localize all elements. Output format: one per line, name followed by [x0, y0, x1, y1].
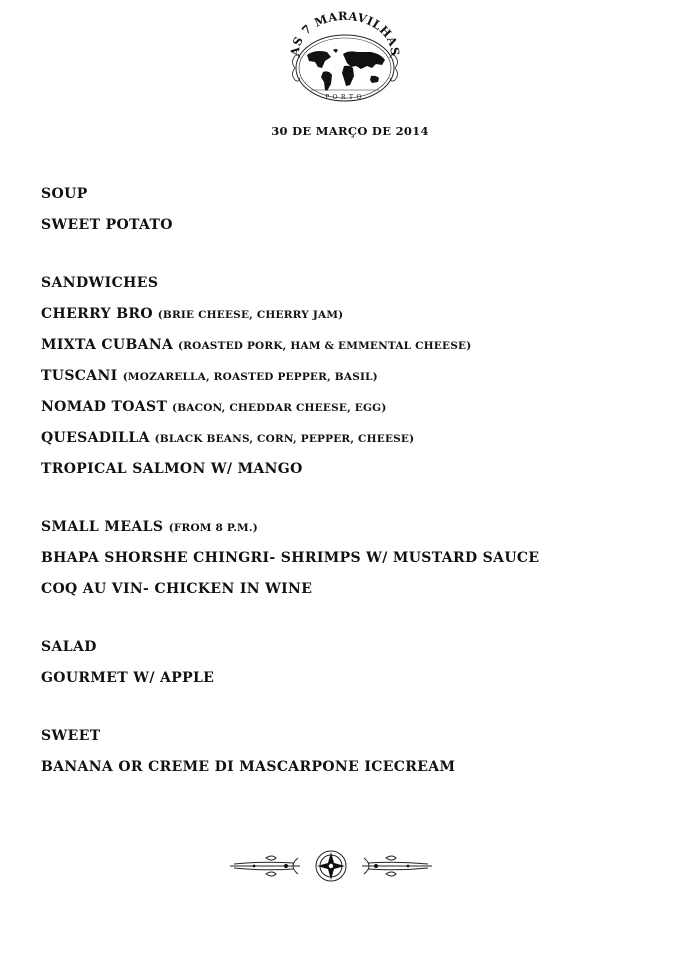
menu-item-name: BANANA OR CREME DI MASCARPONE ICECREAM	[41, 759, 456, 775]
menu-item-name: QUESADILLA	[41, 430, 150, 446]
section-heading	[41, 514, 681, 545]
menu-item-name: NOMAD TOAST	[41, 399, 168, 415]
section-title: SANDWICHES	[41, 275, 159, 291]
menu-item-description: (BLACK BEANS, CORN, PEPPER, CHEESE)	[154, 433, 415, 445]
section-title: SWEET	[41, 728, 101, 744]
menu-item-description: (BACON, CHEDDAR CHEESE, EGG)	[172, 402, 387, 414]
section-note: (FROM 8 P.M.)	[168, 522, 258, 534]
logo-bottom-text: PORTO	[325, 94, 365, 101]
menu-item-description: (ROASTED PORK, HAM & EMMENTAL CHEESE)	[178, 340, 472, 352]
menu-item	[41, 425, 681, 456]
menu-section	[41, 181, 681, 243]
menu-item-name: MIXTA CUBANA	[41, 337, 174, 353]
world-map-emblem-icon	[289, 10, 401, 112]
menu-item	[41, 301, 681, 332]
menu-item-description: (MOZARELLA, ROASTED PEPPER, BASIL)	[122, 371, 378, 383]
section-heading	[41, 270, 681, 301]
section-title: SALAD	[41, 639, 97, 655]
menu-item	[41, 363, 681, 394]
logo-top-text: AS 7 MARAVILHAS	[289, 10, 401, 57]
menu-item-name: CHERRY BRO	[41, 306, 153, 322]
menu-date: 30 DE MARÇO DE 2014	[271, 124, 429, 138]
menu-section	[41, 270, 681, 487]
compass-ornament-icon	[228, 846, 434, 886]
menu-item	[41, 332, 681, 363]
menu-section	[41, 723, 681, 785]
menu-item	[41, 665, 681, 696]
menu-item	[41, 754, 681, 785]
section-heading	[41, 634, 681, 665]
menu-item-name: TROPICAL SALMON W/ MANGO	[41, 461, 303, 477]
menu-item-name: BHAPA SHORSHE CHINGRI- SHRIMPS W/ MUSTARD SAUCE	[41, 550, 540, 566]
section-heading	[41, 181, 681, 212]
menu-list	[41, 181, 681, 812]
menu-item	[41, 576, 681, 607]
menu-item-name: TUSCANI	[41, 368, 123, 384]
section-title: SMALL MEALS	[41, 519, 164, 535]
menu-item-name: GOURMET W/ APPLE	[41, 670, 215, 686]
menu-section	[41, 514, 681, 607]
section-heading	[41, 723, 681, 754]
menu-item	[41, 394, 681, 425]
menu-section	[41, 634, 681, 696]
menu-item-name: SWEET POTATO	[41, 217, 173, 233]
restaurant-logo	[289, 10, 401, 112]
menu-item-description: (BRIE CHEESE, CHERRY JAM)	[157, 309, 344, 321]
menu-item	[41, 212, 681, 243]
menu-item	[41, 545, 681, 576]
menu-item	[41, 456, 681, 487]
section-title: SOUP	[41, 186, 88, 202]
menu-item-name: COQ AU VIN- CHICKEN IN WINE	[41, 581, 313, 597]
